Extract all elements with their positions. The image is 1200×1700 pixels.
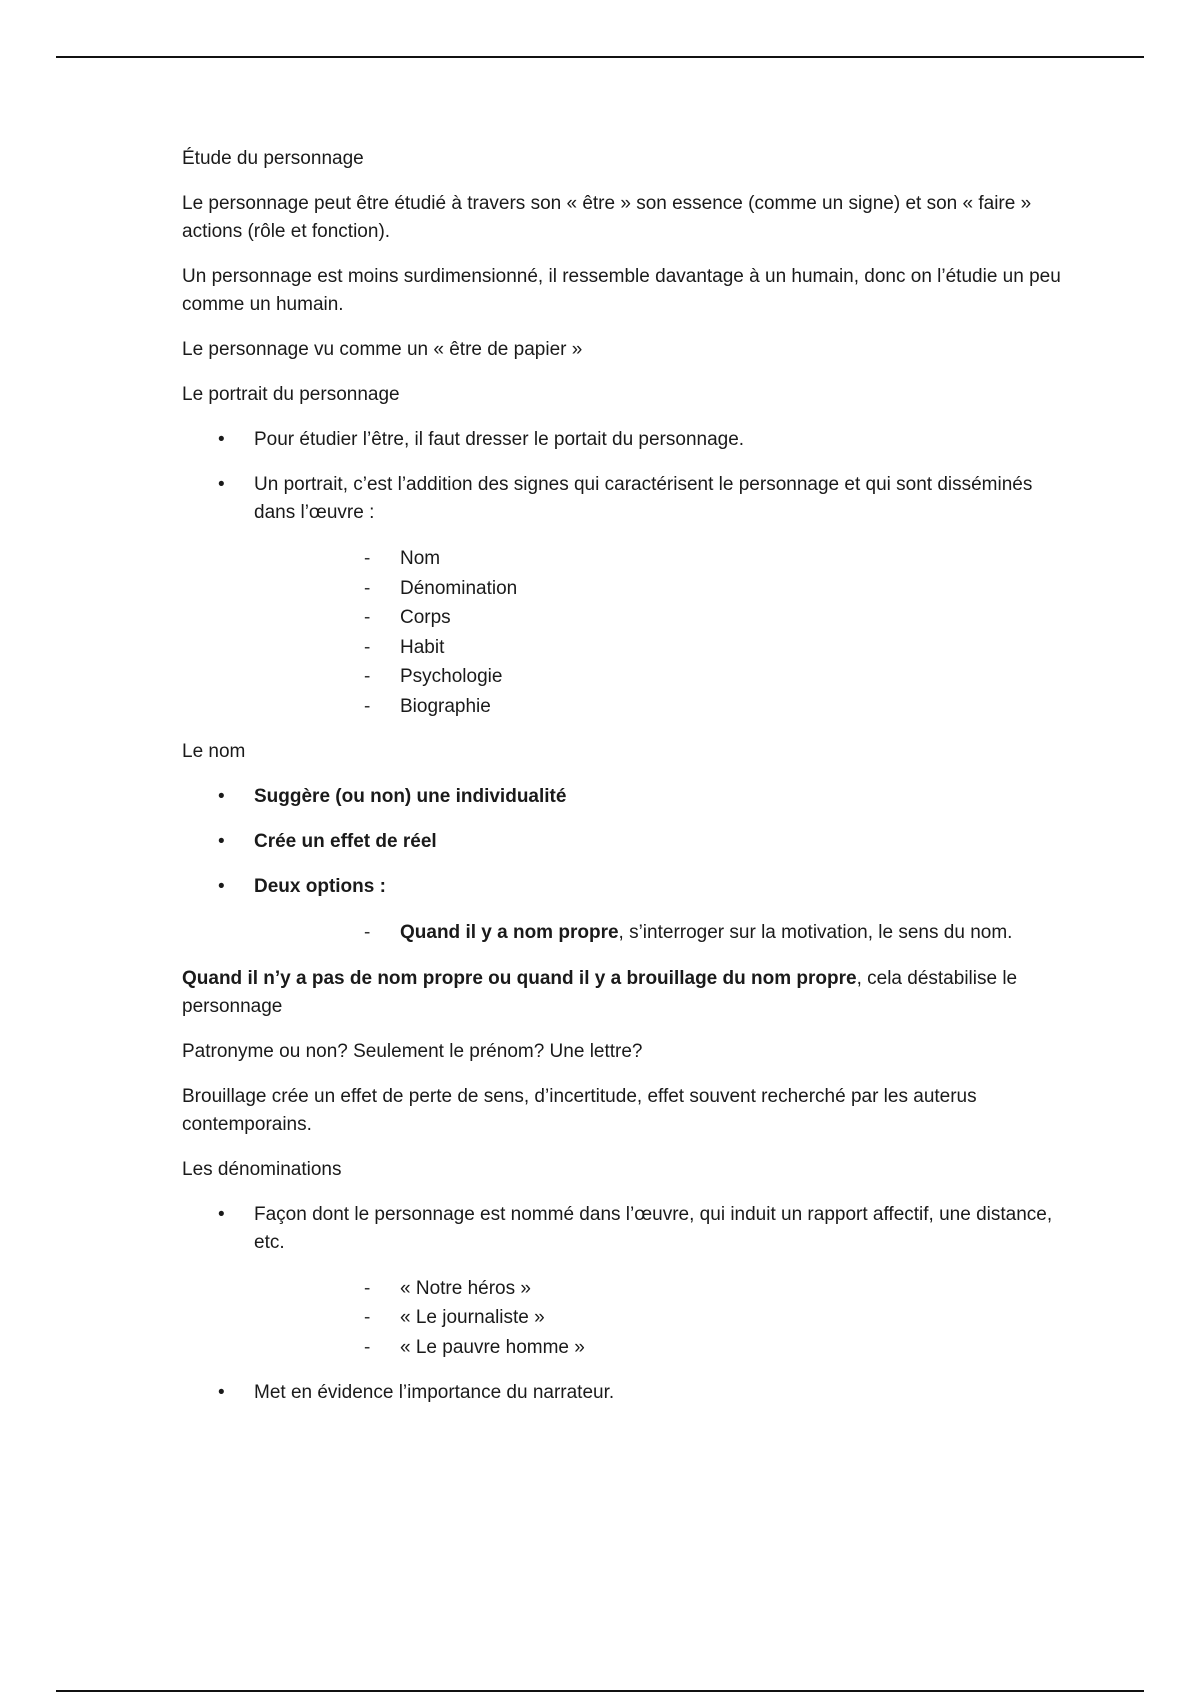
bullet-icon: •: [218, 1382, 225, 1403]
denominations-examples-list: [182, 1274, 1062, 1363]
bullet-item: [182, 426, 1062, 454]
dash-item: [182, 633, 1062, 663]
bullet-item: [182, 471, 1062, 527]
dash-text: Nom: [400, 548, 441, 569]
dash-item: [182, 603, 1062, 633]
dash-text: Corps: [400, 607, 451, 628]
bullet-item: [182, 783, 1062, 811]
bullet-text: Met en évidence l’importance du narrateur.: [254, 1382, 615, 1403]
portrait-signs-list: [182, 544, 1062, 721]
intro-paragraph-1: Le personnage peut être étudié à travers son « être » son essence (comme un signe) et son « faire » actions (rôle et fonction).: [182, 193, 1032, 242]
bullet-item: [182, 828, 1062, 856]
dash-text: Biographie: [400, 695, 491, 717]
dash-icon: -: [364, 695, 371, 717]
option-text: , cela déstabilise le personnage: [182, 967, 1018, 1017]
bullet-text: Deux options :: [254, 876, 386, 897]
dash-text: Psychologie: [400, 666, 503, 687]
dash-icon: -: [364, 577, 371, 599]
bullet-item: [182, 873, 1062, 901]
denominations-heading: Les dénominations: [182, 1158, 342, 1180]
option-bold-text: Quand il n’y a pas de nom propre ou quand il y a brouillage du nom propre: [182, 967, 857, 989]
nom-options-list: [182, 918, 1062, 948]
bullet-text: Crée un effet de réel: [254, 831, 437, 852]
footer-rule: [56, 1690, 1144, 1692]
dash-icon: -: [364, 636, 371, 658]
bullet-icon: •: [218, 429, 225, 450]
dash-icon: -: [364, 607, 371, 628]
bullet-text: Pour étudier l’être, il faut dresser le portait du personnage.: [254, 429, 745, 450]
document-body: [182, 145, 1062, 1424]
denominations-bullet-list-2: [182, 1379, 1062, 1407]
intro-paragraph-2: Un personnage est moins surdimensionné, il ressemble davantage à un humain, donc on l’étudie un peu comme un humain.: [182, 266, 1061, 315]
dash-item: [182, 692, 1062, 722]
bullet-item: [182, 1379, 1062, 1407]
dash-text: Dénomination: [400, 577, 518, 599]
bullet-icon: •: [218, 786, 225, 807]
bullet-item: [182, 1201, 1062, 1257]
dash-item: [182, 1333, 1062, 1363]
option-bold-text: Quand il y a nom propre: [400, 922, 619, 943]
dash-item: [182, 1274, 1062, 1304]
bullet-text: Suggère (ou non) une individualité: [254, 786, 567, 807]
header-rule: [56, 56, 1144, 58]
dash-item: [182, 574, 1062, 604]
dash-text: « Notre héros »: [400, 1277, 531, 1299]
dash-icon: -: [364, 1277, 371, 1299]
nom-questions: Patronyme ou non? Seulement le prénom? Une lettre?: [182, 1040, 643, 1062]
dash-item: [182, 544, 1062, 574]
dash-icon: -: [364, 1336, 371, 1358]
portrait-heading: Le portrait du personnage: [182, 384, 400, 405]
dash-icon: -: [364, 666, 371, 687]
document-title: Étude du personnage: [182, 148, 364, 169]
bullet-icon: •: [218, 474, 225, 495]
nom-brouillage: Brouillage crée un effet de perte de sens, d’incertitude, effet souvent recherché par les auterus contemporains.: [182, 1085, 977, 1135]
dash-item: [182, 662, 1062, 692]
bullet-icon: •: [218, 831, 225, 852]
portrait-bullet-list: [182, 426, 1062, 527]
dash-text: « Le pauvre homme »: [400, 1336, 585, 1358]
bullet-icon: •: [218, 876, 225, 897]
dash-icon: -: [364, 1307, 371, 1328]
dash-item: [182, 918, 1062, 948]
option-text: , s’interroger sur la motivation, le sens du nom.: [618, 922, 1013, 943]
intro-paragraph-3: Le personnage vu comme un « être de papier »: [182, 339, 583, 360]
dash-icon: -: [364, 548, 371, 569]
denominations-bullet-list: [182, 1201, 1062, 1257]
bullet-icon: •: [218, 1203, 225, 1225]
bullet-text: Façon dont le personnage est nommé dans l’œuvre, qui induit un rapport affectif, une distance, etc.: [254, 1203, 1053, 1253]
nom-heading: Le nom: [182, 741, 246, 762]
bullet-text: Un portrait, c’est l’addition des signes qui caractérisent le personnage et qui sont disséminés dans l’œuvre :: [254, 474, 1033, 523]
nom-bullet-list: [182, 783, 1062, 901]
dash-icon: -: [364, 922, 371, 943]
dash-text: « Le journaliste »: [400, 1307, 545, 1328]
nom-option-2-paragraph: [182, 965, 1062, 1021]
dash-item: [182, 1303, 1062, 1333]
dash-text: Habit: [400, 636, 445, 658]
